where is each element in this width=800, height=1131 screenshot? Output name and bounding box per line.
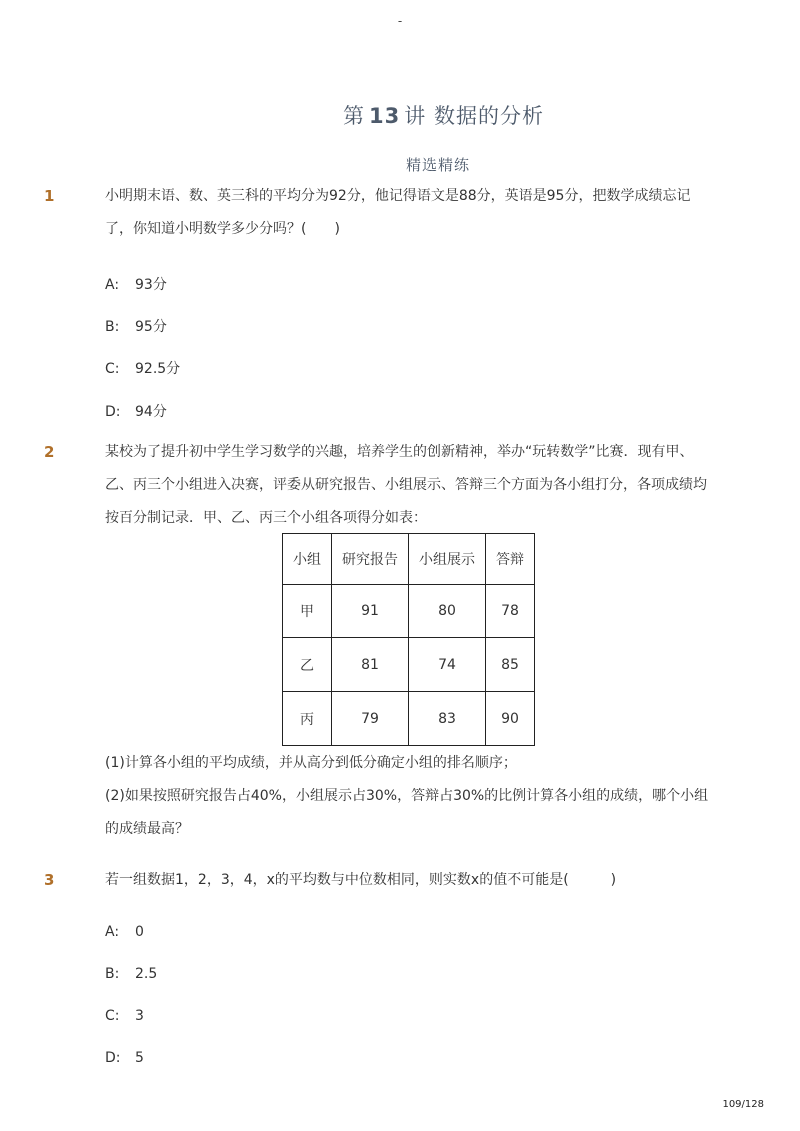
table-header-row <box>283 534 535 585</box>
table-header-cell: 研究报告 <box>332 534 409 585</box>
option-value: 0 <box>135 924 144 940</box>
question-1-option-a <box>105 274 167 294</box>
page-number: 109/128 <box>722 1099 764 1110</box>
question-1-option-b <box>105 316 167 336</box>
header-mark: - <box>397 14 403 28</box>
question-2-sub1: (1)计算各小组的平均成绩，并从高分到低分确定小组的排名顺序； <box>105 755 517 771</box>
option-label: B: <box>105 319 120 335</box>
table-row <box>283 692 535 746</box>
table-cell: 81 <box>332 638 409 692</box>
question-2-sub2: (2)如果按照研究报告占40%，小组展示占30%，答辩占30%的比例计算各小组的成绩，哪个小组的成绩最高？ <box>105 788 709 837</box>
option-label: C: <box>105 1008 120 1024</box>
page-title <box>0 100 800 130</box>
option-value: 92.5分 <box>135 361 181 377</box>
table-row <box>283 585 535 638</box>
title-number: 13 <box>369 104 401 128</box>
option-label: A: <box>105 924 120 940</box>
table-header-cell: 答辩 <box>486 534 535 585</box>
option-label: D: <box>105 404 121 420</box>
table-cell: 90 <box>486 692 535 746</box>
option-value: 2.5 <box>135 966 158 982</box>
table-cell: 79 <box>332 692 409 746</box>
option-value: 95分 <box>135 319 167 335</box>
question-3-text: 若一组数据1，2，3，4，x的平均数与中位数相同，则实数x的值不可能是( ) <box>105 872 617 888</box>
question-3-option-c <box>105 1008 144 1024</box>
option-label: A: <box>105 277 120 293</box>
table-header-cell: 小组 <box>283 534 332 585</box>
option-value: 94分 <box>135 404 167 420</box>
table-header-cell: 小组展示 <box>409 534 486 585</box>
section-title: 精选精练 <box>405 156 470 174</box>
table-cell: 91 <box>332 585 409 638</box>
question-1-option-d <box>105 401 167 421</box>
table-row <box>283 638 535 692</box>
option-label: D: <box>105 1050 121 1066</box>
question-2-text: 某校为了提升初中学生学习数学的兴趣，培养学生的创新精神，举办“玩转数学”比赛．现有甲、乙、丙三个小组进入决赛，评委从研究报告、小组展示、答辩三个方面为各小组打分，各项成绩均按百分制记录．甲、乙、丙三个小组各项得分如表： <box>105 444 707 526</box>
question-3-option-a <box>105 924 144 940</box>
table-cell: 乙 <box>283 638 332 692</box>
option-label: B: <box>105 966 120 982</box>
title-suffix: 讲 数据的分析 <box>404 104 544 128</box>
question-3-option-b <box>105 966 157 982</box>
table-cell: 83 <box>409 692 486 746</box>
table-cell: 80 <box>409 585 486 638</box>
option-label: C: <box>105 361 120 377</box>
question-1-option-c <box>105 358 180 378</box>
question-3-number: 3 <box>44 871 55 889</box>
question-3-option-d <box>105 1050 144 1066</box>
title-prefix: 第 <box>343 104 366 128</box>
question-1-text: 小明期末语、数、英三科的平均分为92分，他记得语文是88分，英语是95分，把数学成绩忘记了，你知道小明数学多少分吗？( ) <box>105 188 691 237</box>
table-cell: 78 <box>486 585 535 638</box>
question-2-number: 2 <box>44 443 55 461</box>
table-cell: 74 <box>409 638 486 692</box>
option-value: 5 <box>135 1050 144 1066</box>
table-cell: 丙 <box>283 692 332 746</box>
question-1-number: 1 <box>44 187 55 205</box>
score-table <box>282 533 535 746</box>
option-value: 93分 <box>135 277 167 293</box>
table-cell: 甲 <box>283 585 332 638</box>
table-cell: 85 <box>486 638 535 692</box>
option-value: 3 <box>135 1008 144 1024</box>
